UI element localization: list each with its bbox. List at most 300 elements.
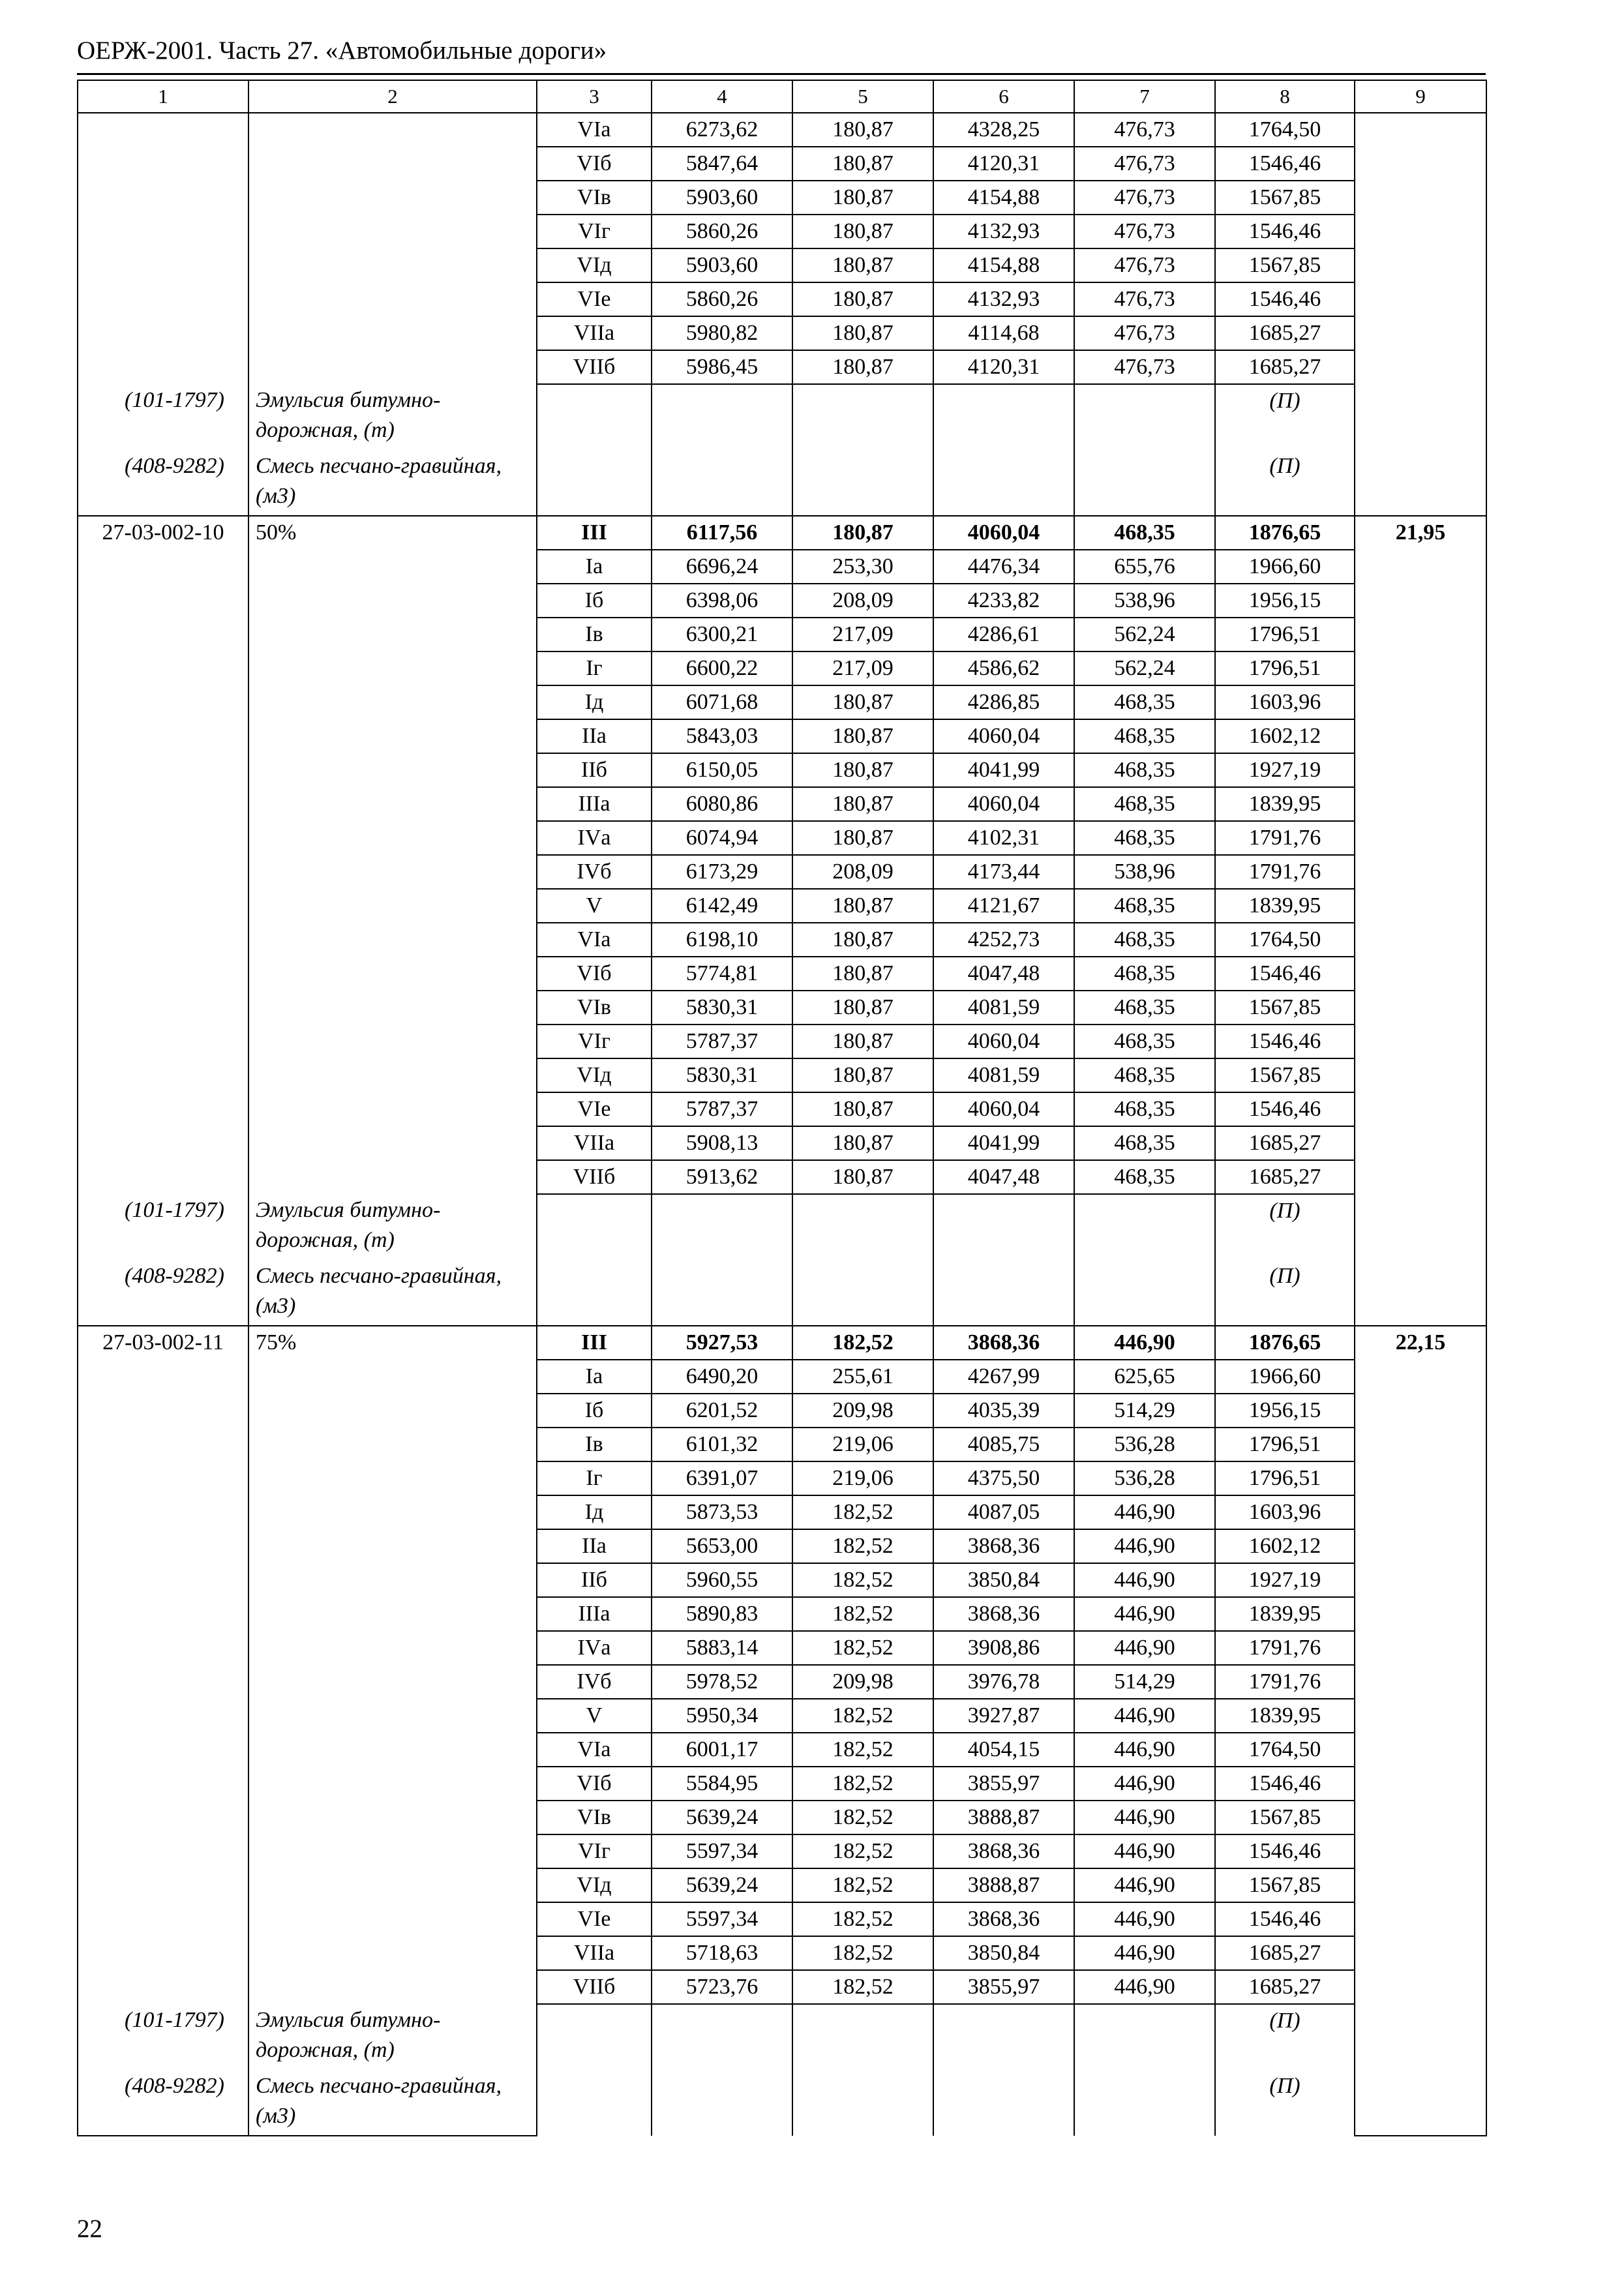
total-cell	[1355, 889, 1486, 923]
rate-name-cell	[248, 1394, 537, 1428]
table-row	[78, 923, 1486, 957]
value-cell: 1546,46	[1215, 1767, 1355, 1801]
value-cell: 5950,34	[652, 1699, 792, 1733]
total-cell: 21,95	[1355, 516, 1486, 550]
value-cell: 1796,51	[1215, 651, 1355, 685]
total-cell	[1355, 215, 1486, 248]
total-cell	[1355, 1834, 1486, 1868]
value-cell: 3888,87	[933, 1801, 1074, 1834]
column-header: 1	[78, 80, 248, 113]
rate-code-cell	[78, 1092, 248, 1126]
table-row	[78, 1126, 1486, 1160]
rate-name-cell	[248, 113, 537, 147]
value-cell: 1876,65	[1215, 516, 1355, 550]
total-cell	[1355, 1461, 1486, 1495]
value-cell: 1796,51	[1215, 1428, 1355, 1461]
value-cell: 180,87	[792, 719, 933, 753]
value-cell: 1764,50	[1215, 1733, 1355, 1767]
empty-cell	[652, 1260, 792, 1326]
value-cell: 4114,68	[933, 316, 1074, 350]
rate-code-cell	[78, 957, 248, 991]
table-row	[78, 181, 1486, 215]
value-cell: 1567,85	[1215, 1058, 1355, 1092]
rate-code-cell	[78, 1058, 248, 1092]
value-cell: 468,35	[1074, 889, 1215, 923]
rate-code-cell	[78, 923, 248, 957]
value-cell: VIIб	[537, 1970, 652, 2004]
value-cell: 476,73	[1074, 248, 1215, 282]
value-cell: 3868,36	[933, 1902, 1074, 1936]
value-cell: 5597,34	[652, 1834, 792, 1868]
rate-code-cell	[78, 1733, 248, 1767]
rate-name-cell	[248, 584, 537, 618]
rate-code-cell	[78, 1394, 248, 1428]
column-header-row	[78, 80, 1486, 113]
empty-cell	[1074, 384, 1215, 450]
value-cell: 1791,76	[1215, 855, 1355, 889]
total-cell	[1355, 248, 1486, 282]
value-cell: 446,90	[1074, 1733, 1215, 1767]
value-cell: 446,90	[1074, 1834, 1215, 1868]
resource-row	[78, 1194, 1486, 1260]
resource-row	[78, 2004, 1486, 2070]
value-cell: VIa	[537, 923, 652, 957]
rate-name-cell	[248, 1092, 537, 1126]
rate-code-cell	[78, 1801, 248, 1834]
value-cell: 538,96	[1074, 855, 1215, 889]
value-cell: 217,09	[792, 651, 933, 685]
value-cell: 182,52	[792, 1868, 933, 1902]
value-cell: VIб	[537, 957, 652, 991]
resource-row	[78, 384, 1486, 450]
value-cell: 182,52	[792, 1902, 933, 1936]
value-cell: 5653,00	[652, 1529, 792, 1563]
total-cell	[1355, 1767, 1486, 1801]
rate-name-cell	[248, 1058, 537, 1092]
value-cell: 1546,46	[1215, 957, 1355, 991]
table-row	[78, 1733, 1486, 1767]
value-cell: 6071,68	[652, 685, 792, 719]
value-cell: 1796,51	[1215, 1461, 1355, 1495]
value-cell: 180,87	[792, 1160, 933, 1194]
table-row	[78, 1970, 1486, 2004]
rate-name-cell	[248, 753, 537, 787]
rate-code-cell	[78, 855, 248, 889]
rate-name-cell	[248, 316, 537, 350]
empty-cell	[652, 1194, 792, 1260]
value-cell: IVб	[537, 855, 652, 889]
value-cell: 446,90	[1074, 1801, 1215, 1834]
value-cell: 446,90	[1074, 1597, 1215, 1631]
value-cell: IIб	[537, 1563, 652, 1597]
value-cell: 4233,82	[933, 584, 1074, 618]
value-cell: 5787,37	[652, 1025, 792, 1058]
total-cell	[1355, 316, 1486, 350]
empty-cell	[792, 450, 933, 516]
rate-name-cell	[248, 1767, 537, 1801]
rate-name-cell	[248, 618, 537, 651]
value-cell: VIa	[537, 113, 652, 147]
rate-name-cell	[248, 282, 537, 316]
value-cell: 4060,04	[933, 787, 1074, 821]
value-cell: 4132,93	[933, 215, 1074, 248]
value-cell: 468,35	[1074, 1160, 1215, 1194]
value-cell: 6001,17	[652, 1733, 792, 1767]
table-row	[78, 787, 1486, 821]
value-cell: 476,73	[1074, 181, 1215, 215]
value-cell: 468,35	[1074, 787, 1215, 821]
value-cell: 468,35	[1074, 516, 1215, 550]
rate-name-cell	[248, 957, 537, 991]
value-cell: 6198,10	[652, 923, 792, 957]
rate-code-cell	[78, 821, 248, 855]
rate-code-cell	[78, 147, 248, 181]
value-cell: 446,90	[1074, 1970, 1215, 2004]
value-cell: 208,09	[792, 584, 933, 618]
empty-cell	[537, 2004, 652, 2070]
value-cell: 468,35	[1074, 923, 1215, 957]
total-cell	[1355, 1126, 1486, 1160]
value-cell: 180,87	[792, 516, 933, 550]
rate-name-cell	[248, 1868, 537, 1902]
value-cell: VIе	[537, 1092, 652, 1126]
value-cell: IIа	[537, 719, 652, 753]
value-cell: 3850,84	[933, 1563, 1074, 1597]
rate-code-cell	[78, 1461, 248, 1495]
value-cell: 468,35	[1074, 753, 1215, 787]
rate-name-cell	[248, 1461, 537, 1495]
table-row	[78, 1834, 1486, 1868]
table-row	[78, 248, 1486, 282]
value-cell: V	[537, 889, 652, 923]
total-cell	[1355, 1495, 1486, 1529]
value-cell: VIIа	[537, 316, 652, 350]
value-cell: 6398,06	[652, 584, 792, 618]
rate-code-cell: 27-03-002-10	[78, 516, 248, 550]
rate-name-cell	[248, 1970, 537, 2004]
value-cell: 180,87	[792, 889, 933, 923]
value-cell: Iв	[537, 618, 652, 651]
value-cell: 1567,85	[1215, 181, 1355, 215]
value-cell: 180,87	[792, 350, 933, 384]
value-cell: 6490,20	[652, 1360, 792, 1394]
total-cell	[1355, 584, 1486, 618]
resource-row	[78, 450, 1486, 516]
value-cell: 1685,27	[1215, 350, 1355, 384]
value-cell: 5597,34	[652, 1902, 792, 1936]
value-cell: 1839,95	[1215, 1699, 1355, 1733]
value-cell: 1567,85	[1215, 1801, 1355, 1834]
rate-name-cell	[248, 550, 537, 584]
value-cell: 1603,96	[1215, 1495, 1355, 1529]
value-cell: 5883,14	[652, 1631, 792, 1665]
value-cell: 1956,15	[1215, 1394, 1355, 1428]
table-row	[78, 516, 1486, 550]
value-cell: 180,87	[792, 248, 933, 282]
value-cell: 1602,12	[1215, 1529, 1355, 1563]
value-cell: 217,09	[792, 618, 933, 651]
table-row	[78, 1461, 1486, 1495]
value-cell: 180,87	[792, 113, 933, 147]
rate-name-cell	[248, 1665, 537, 1699]
value-cell: 4054,15	[933, 1733, 1074, 1767]
rate-name-cell	[248, 889, 537, 923]
value-cell: 1602,12	[1215, 719, 1355, 753]
value-cell: 5890,83	[652, 1597, 792, 1631]
rate-name-cell: 75%	[248, 1326, 537, 1360]
value-cell: 1685,27	[1215, 1936, 1355, 1970]
header-rule	[77, 73, 1486, 75]
table-row	[78, 685, 1486, 719]
value-cell: IVа	[537, 821, 652, 855]
rate-code-cell	[78, 1529, 248, 1563]
column-header: 5	[792, 80, 933, 113]
value-cell: 446,90	[1074, 1529, 1215, 1563]
rate-code-cell	[78, 719, 248, 753]
value-cell: 1685,27	[1215, 1970, 1355, 2004]
total-cell	[1355, 147, 1486, 181]
empty-cell	[933, 384, 1074, 450]
value-cell: 182,52	[792, 1326, 933, 1360]
value-cell: 1791,76	[1215, 1665, 1355, 1699]
value-cell: Iв	[537, 1428, 652, 1461]
value-cell: 5927,53	[652, 1326, 792, 1360]
table-row	[78, 821, 1486, 855]
total-cell	[1355, 1733, 1486, 1767]
total-cell	[1355, 1394, 1486, 1428]
table-row	[78, 1394, 1486, 1428]
value-cell: 5830,31	[652, 1058, 792, 1092]
rate-code-cell	[78, 685, 248, 719]
rate-code-cell	[78, 584, 248, 618]
total-cell	[1355, 550, 1486, 584]
rate-name-cell	[248, 147, 537, 181]
value-cell: 3850,84	[933, 1936, 1074, 1970]
value-cell: 255,61	[792, 1360, 933, 1394]
value-cell: 6074,94	[652, 821, 792, 855]
value-cell: 182,52	[792, 1529, 933, 1563]
rate-code-cell	[78, 1767, 248, 1801]
value-cell: 6101,32	[652, 1428, 792, 1461]
value-cell: 4041,99	[933, 753, 1074, 787]
value-cell: 6201,52	[652, 1394, 792, 1428]
table-row	[78, 1801, 1486, 1834]
value-cell: VIд	[537, 248, 652, 282]
value-cell: 180,87	[792, 991, 933, 1025]
resource-mark: (П)	[1215, 1194, 1355, 1260]
value-cell: 1839,95	[1215, 889, 1355, 923]
value-cell: 1796,51	[1215, 618, 1355, 651]
value-cell: 5908,13	[652, 1126, 792, 1160]
value-cell: Iа	[537, 1360, 652, 1394]
total-cell	[1355, 113, 1486, 147]
value-cell: VIе	[537, 282, 652, 316]
rate-code-cell	[78, 889, 248, 923]
rate-name-cell	[248, 1902, 537, 1936]
value-cell: 1567,85	[1215, 248, 1355, 282]
empty-cell	[1355, 1260, 1486, 1326]
value-cell: IIа	[537, 1529, 652, 1563]
rates-table-body	[78, 80, 1486, 2136]
table-row	[78, 1902, 1486, 1936]
table-row	[78, 1868, 1486, 1902]
value-cell: 4060,04	[933, 1025, 1074, 1058]
value-cell: 209,98	[792, 1394, 933, 1428]
rate-name-cell	[248, 1631, 537, 1665]
value-cell: VIг	[537, 1025, 652, 1058]
value-cell: 180,87	[792, 821, 933, 855]
value-cell: V	[537, 1699, 652, 1733]
resource-code: (101-1797)	[78, 2004, 248, 2070]
value-cell: 3927,87	[933, 1699, 1074, 1733]
value-cell: 253,30	[792, 550, 933, 584]
value-cell: 468,35	[1074, 685, 1215, 719]
table-row	[78, 1326, 1486, 1360]
table-row	[78, 957, 1486, 991]
rate-name-cell	[248, 719, 537, 753]
resource-code: (408-9282)	[78, 2070, 248, 2136]
rate-code-cell	[78, 1428, 248, 1461]
value-cell: 182,52	[792, 1733, 933, 1767]
rate-name-cell	[248, 651, 537, 685]
value-cell: 5847,64	[652, 147, 792, 181]
value-cell: IIIа	[537, 1597, 652, 1631]
rate-name-cell	[248, 181, 537, 215]
value-cell: 468,35	[1074, 1092, 1215, 1126]
value-cell: 5903,60	[652, 248, 792, 282]
total-cell	[1355, 685, 1486, 719]
value-cell: 180,87	[792, 147, 933, 181]
value-cell: 208,09	[792, 855, 933, 889]
value-cell: 6080,86	[652, 787, 792, 821]
value-cell: VIIб	[537, 1160, 652, 1194]
value-cell: 3855,97	[933, 1970, 1074, 2004]
empty-cell	[1355, 450, 1486, 516]
value-cell: 476,73	[1074, 147, 1215, 181]
rate-code-cell	[78, 1631, 248, 1665]
value-cell: 4286,85	[933, 685, 1074, 719]
value-cell: 1956,15	[1215, 584, 1355, 618]
value-cell: 468,35	[1074, 821, 1215, 855]
value-cell: 446,90	[1074, 1699, 1215, 1733]
rate-name-cell	[248, 821, 537, 855]
value-cell: VIв	[537, 1801, 652, 1834]
table-row	[78, 991, 1486, 1025]
rate-code-cell	[78, 1699, 248, 1733]
value-cell: 180,87	[792, 1092, 933, 1126]
rate-code-cell	[78, 215, 248, 248]
resource-name: Смесь песчано-гравийная, (м3)	[248, 1260, 537, 1326]
value-cell: VIIб	[537, 350, 652, 384]
table-row	[78, 719, 1486, 753]
value-cell: 3908,86	[933, 1631, 1074, 1665]
table-row	[78, 282, 1486, 316]
value-cell: 219,06	[792, 1461, 933, 1495]
value-cell: 180,87	[792, 316, 933, 350]
value-cell: 446,90	[1074, 1767, 1215, 1801]
rate-name-cell	[248, 991, 537, 1025]
empty-cell	[792, 2070, 933, 2136]
rate-name-cell	[248, 787, 537, 821]
value-cell: 4154,88	[933, 181, 1074, 215]
value-cell: IVа	[537, 1631, 652, 1665]
column-header: 2	[248, 80, 537, 113]
value-cell: 562,24	[1074, 618, 1215, 651]
value-cell: 4047,48	[933, 1160, 1074, 1194]
rate-name-cell	[248, 1025, 537, 1058]
value-cell: 514,29	[1074, 1665, 1215, 1699]
resource-row	[78, 1260, 1486, 1326]
resource-code: (101-1797)	[78, 384, 248, 450]
rates-table	[77, 80, 1487, 2136]
value-cell: 5639,24	[652, 1801, 792, 1834]
value-cell: 1603,96	[1215, 685, 1355, 719]
value-cell: 182,52	[792, 1563, 933, 1597]
value-cell: 446,90	[1074, 1868, 1215, 1902]
resource-mark: (П)	[1215, 450, 1355, 516]
total-cell	[1355, 1699, 1486, 1733]
value-cell: VIб	[537, 1767, 652, 1801]
rate-name-cell	[248, 1495, 537, 1529]
value-cell: 1764,50	[1215, 113, 1355, 147]
value-cell: 182,52	[792, 1834, 933, 1868]
value-cell: Iг	[537, 1461, 652, 1495]
resource-code: (101-1797)	[78, 1194, 248, 1260]
value-cell: 182,52	[792, 1970, 933, 2004]
value-cell: 182,52	[792, 1495, 933, 1529]
total-cell	[1355, 753, 1486, 787]
value-cell: 1839,95	[1215, 1597, 1355, 1631]
value-cell: 4041,99	[933, 1126, 1074, 1160]
value-cell: 446,90	[1074, 1563, 1215, 1597]
value-cell: IVб	[537, 1665, 652, 1699]
value-cell: 182,52	[792, 1767, 933, 1801]
value-cell: 182,52	[792, 1699, 933, 1733]
value-cell: III	[537, 1326, 652, 1360]
empty-cell	[792, 1260, 933, 1326]
total-cell	[1355, 651, 1486, 685]
value-cell: 4476,34	[933, 550, 1074, 584]
value-cell: 536,28	[1074, 1428, 1215, 1461]
resource-name: Смесь песчано-гравийная, (м3)	[248, 450, 537, 516]
value-cell: 1791,76	[1215, 821, 1355, 855]
empty-cell	[792, 2004, 933, 2070]
value-cell: 209,98	[792, 1665, 933, 1699]
value-cell: 4087,05	[933, 1495, 1074, 1529]
total-cell	[1355, 282, 1486, 316]
value-cell: IIб	[537, 753, 652, 787]
empty-cell	[1074, 1194, 1215, 1260]
value-cell: 1685,27	[1215, 316, 1355, 350]
value-cell: 182,52	[792, 1801, 933, 1834]
value-cell: 6273,62	[652, 113, 792, 147]
value-cell: 5986,45	[652, 350, 792, 384]
column-header: 8	[1215, 80, 1355, 113]
value-cell: 5903,60	[652, 181, 792, 215]
total-cell	[1355, 1936, 1486, 1970]
table-row	[78, 651, 1486, 685]
value-cell: 538,96	[1074, 584, 1215, 618]
resource-name: Эмульсия битумно-дорожная, (т)	[248, 2004, 537, 2070]
value-cell: VIе	[537, 1902, 652, 1936]
value-cell: 1927,19	[1215, 1563, 1355, 1597]
rate-name-cell	[248, 1733, 537, 1767]
value-cell: 5787,37	[652, 1092, 792, 1126]
value-cell: 4035,39	[933, 1394, 1074, 1428]
value-cell: 468,35	[1074, 991, 1215, 1025]
value-cell: 6300,21	[652, 618, 792, 651]
total-cell	[1355, 1058, 1486, 1092]
